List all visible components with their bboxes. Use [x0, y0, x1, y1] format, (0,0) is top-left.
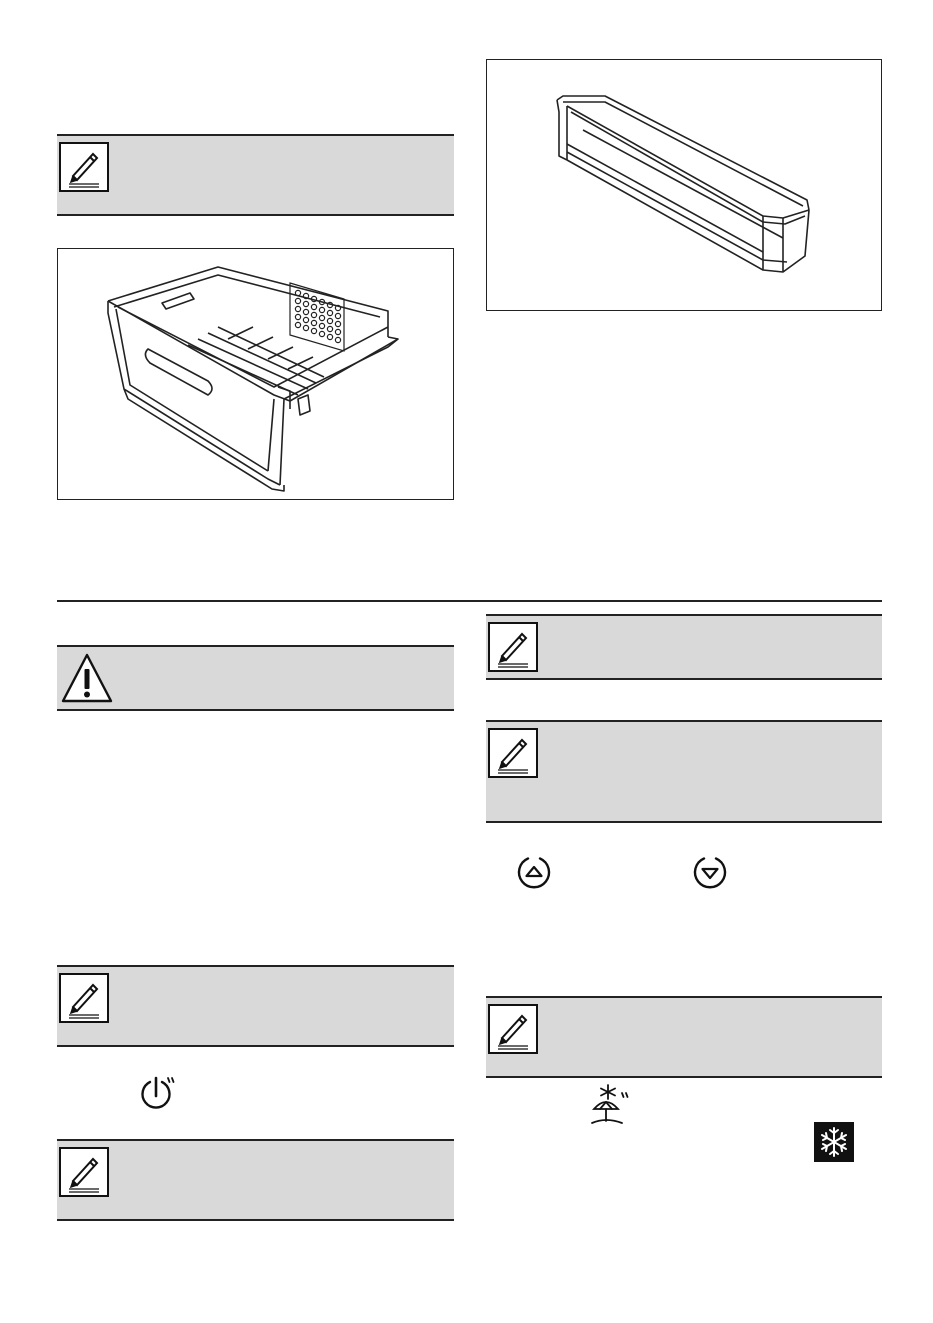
section-divider: [57, 600, 882, 602]
pencil-note-icon: [488, 1004, 538, 1054]
note-box-2: [486, 614, 882, 680]
note-box-3: [486, 720, 882, 823]
note-box-4: [57, 965, 454, 1047]
warning-box: [57, 645, 454, 711]
pencil-note-icon: [59, 142, 109, 192]
power-icon: [138, 1074, 178, 1114]
pencil-note-icon: [488, 622, 538, 672]
note-box-6: [57, 1139, 454, 1221]
pencil-note-icon: [488, 728, 538, 778]
temperature-up-icon: [516, 854, 552, 890]
door-shelf-illustration: [486, 59, 882, 311]
freezer-drawer-illustration: [57, 248, 454, 500]
holiday-mode-icon: [586, 1083, 634, 1127]
pencil-note-icon: [59, 973, 109, 1023]
note-box-5: [486, 996, 882, 1078]
note-box-1: [57, 134, 454, 216]
super-freeze-icon: [814, 1122, 854, 1162]
pencil-note-icon: [59, 1147, 109, 1197]
temperature-down-icon: [692, 854, 728, 890]
warning-triangle-icon: [59, 651, 115, 707]
